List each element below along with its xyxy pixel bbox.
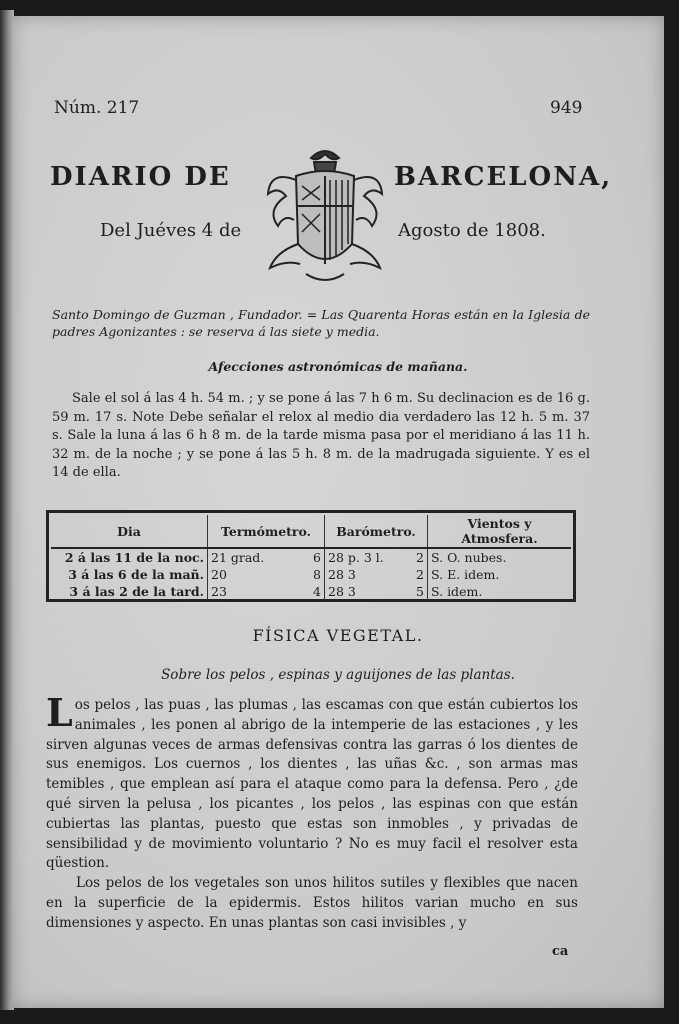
cell-dia: 3 á las 6 de la mañ. — [51, 566, 208, 583]
cell-termometro: 23 4 — [208, 583, 325, 600]
saint-notice: Santo Domingo de Guzman , Fundador. = Las Quarenta Horas están en la Iglesia de padres Agonizantes : se reserva á las siete y media. — [52, 307, 590, 339]
table-row — [51, 548, 571, 566]
cell-termometro: 21 grad. 6 — [208, 548, 325, 566]
section-subtitle: Sobre los pelos , espinas y aguijones de las plantas. — [161, 667, 515, 683]
drop-cap: L — [46, 690, 73, 735]
weather-table — [46, 510, 576, 602]
masthead-title-left: DIARIO DE — [50, 162, 231, 192]
page-number: 949 — [550, 98, 583, 118]
date-right: Agosto de 1808. — [398, 220, 546, 241]
cell-vientos: S. E. idem. — [431, 567, 500, 582]
cell-dia: 2 á las 11 de la noc. — [51, 548, 208, 566]
article-body — [46, 690, 578, 934]
astronomy-text: Sale el sol á las 4 h. 54 m. ; y se pone á las 7 h 6 m. Su declinacion es de 16 g. 59 m. 17 s. Note Debe señalar el relox al medio dia verdadero las 12 h. 5 m. 37 s. Sale la luna á las 6 h 8 m. de la tarde misma pasa por el meridiano á las 11 h. 32 m. de la noche ; y se pone á las 5 h. 8 m. de la madrugada siguiente. Y es el 14 de ella. — [52, 391, 590, 481]
cell-barometro: 28 3 2 — [325, 566, 428, 583]
header-termometro: Termómetro. — [208, 515, 325, 548]
issue-number: Núm. 217 — [54, 98, 140, 118]
cell-barometro: 28 3 5 — [325, 583, 428, 600]
cell-vientos: S. idem. — [431, 584, 483, 599]
masthead-title-right: BARCELONA, — [394, 162, 613, 192]
cell-vientos: S. O. nubes. — [431, 550, 507, 565]
cell-dia: 3 á las 2 de la tard. — [51, 583, 208, 600]
section-title: FÍSICA VEGETAL. — [252, 626, 424, 645]
table-row — [51, 566, 571, 583]
date-left: Del Juéves 4 de — [100, 220, 242, 241]
table-row — [51, 583, 571, 600]
astronomy-title: Afecciones astronómicas de mañana. — [208, 359, 468, 374]
header-barometro: Barómetro. — [325, 515, 428, 548]
cell-termometro: 20 8 — [208, 566, 325, 583]
newspaper-page — [12, 16, 664, 1008]
paragraph-1: Los pelos , las puas , las plumas , las escamas con que están cubiertos los animales , les ponen al abrigo de la intemperie de las estaciones , y les sirven algunas veces de armas defensivas contra las garras ó los dientes de sus enemigos. Los cuernos , los dientes , las uñas &c. , son armas mas temibles , que emplean así para el ataque como para la defensa. Pero , ¿de qué sirven la pelusa , los picantes , los pelos , las espinas con que están cubiertas las plantas, puesto que estas son inmobles , y privadas de sensibilidad y de movimiento voluntario ? No es muy facil el resolver esta qüestion. — [46, 690, 578, 872]
header-vientos: Vientos y Atmosfera. — [428, 515, 572, 548]
catchword: ca — [552, 944, 569, 959]
paragraph-2: Los pelos de los vegetales son unos hilitos sutiles y flexibles que nacen en la superficie de la epidermis. Estos hilitos varian mucho en sus dimensiones y aspecto. En unas plantas son casi invisibles , y — [46, 875, 578, 931]
header-dia: Dia — [51, 515, 208, 548]
coat-of-arms-icon — [256, 140, 394, 292]
cell-barometro: 28 p. 3 l. 2 — [325, 548, 428, 566]
